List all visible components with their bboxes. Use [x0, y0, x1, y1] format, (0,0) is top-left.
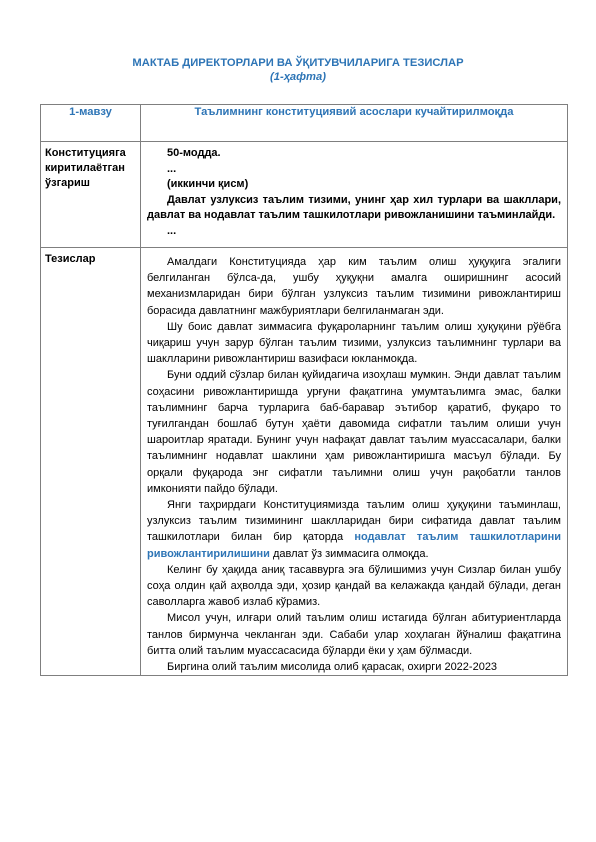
change-label-line: Конституцияга — [45, 147, 126, 159]
thesis-text: Янги таҳрирдаги Конституциямизда таълим олиш ҳуқуқини таъминлаш, узлуксиз таълим тизимининг шаклларидан бири сифатида давлат таълим ташкилотлари билан бир қаторда — [147, 499, 561, 544]
document-header — [0, 56, 596, 85]
article-text: Давлат узлуксиз таълим тизими, унинг ҳар хил турлари ва шакллари, давлат ва нодавлат таълим ташкилотлари ривожланишини таъминлайди. — [147, 193, 561, 221]
thesis-paragraph: Шу боис давлат зиммасига фуқароларнинг таълим олиш ҳуқуқини рўёбга чиқариш учун зарур бўлган таълим тизими, узлуксиз таълимнинг турлари ва шаклларини ривожлантириш вазифаси юкланмоқда. — [147, 320, 561, 366]
thesis-paragraph: Биргина олий таълим мисолида олиб қарасак, охирги 2022-2023 — [167, 661, 498, 674]
thesis-paragraph: Амалдаги Конституцияда ҳар ким таълим олиш ҳуқуқига эгалиги белгиланган бўлса-да, ушбу ҳуқуқни амалга оширишнинг асосий механизмларидан бири бўлган узлуксиз таълим тизимини ривожлантириш борасида давлатнинг мажбуриятлари белгиланмаган эди. — [147, 256, 561, 317]
change-label-line: ўзгариш — [45, 177, 90, 189]
topic-title: Таълимнинг конституциявий асослари кучайтирилмоқда — [141, 105, 568, 142]
change-content — [141, 142, 568, 248]
document-title: МАКТАБ ДИРЕКТОРЛАРИ ВА ЎҚИТУВЧИЛАРИГА ТЕЗИСЛАР — [132, 57, 464, 69]
thesis-paragraph — [147, 497, 561, 562]
thesis-paragraph: Буни оддий сўзлар билан қуйидагича изоҳлаш мумкин. Энди давлат таълим соҳасини ривожлантиришда урғуни фақатгина умумтаълимга эмас, балки таълимнинг барча турларига баб-баравар эътибор қаратиб, фуқаро то туғилгандан бошлаб бутун ҳаёти давомида сифатли таълим олиши учун шароитлар яратади. Бунинг учун нафақат давлат таълим муассасалари, балки таълимнинг нодавлат шаклини ҳам ривожлантиришга масъул бўлади. Бу орқали фуқарода энг сифатли таълимни олиш учун рақобатли танлов имконияти пайдо бўлади. — [147, 369, 561, 495]
ellipsis: ... — [167, 162, 177, 175]
highlighted-text: нодавлат таълим ташкилотларини ривожлантирилишини — [147, 531, 561, 560]
ellipsis: ... — [167, 224, 177, 237]
topic-row — [41, 105, 568, 142]
theses-content — [141, 248, 568, 676]
topic-label: 1-мавзу — [41, 105, 141, 142]
theses-row — [41, 248, 568, 676]
thesis-text: давлат ўз зиммасига олмоқда. — [269, 547, 429, 560]
article-number: 50-модда. — [167, 147, 221, 159]
document-subtitle: (1-ҳафта) — [270, 71, 326, 83]
thesis-paragraph: Мисол учун, илғари олий таълим олиш истагида бўлган абитуриентларда танлов бирмунча чекланган эди. Сабаби улар хоҳлаган йўналиш фақатгина битта олий таълим муассасасида бўларди ёки у ҳам бўлмасди. — [147, 612, 561, 657]
change-label — [41, 142, 141, 248]
change-label-line: киритилаётган — [45, 162, 125, 174]
article-part: (иккинчи қисм) — [167, 178, 249, 190]
theses-label: Тезислар — [41, 248, 141, 676]
theses-table — [40, 104, 568, 676]
thesis-paragraph: Келинг бу ҳақида аниқ тасаввурга эга бўлишимиз учун Сизлар билан ушбу соҳа олдин қай аҳволда эди, ҳозир қандай ва келажакда қандай бўлади, деган саволларга жавоб излаб кўрамиз. — [147, 563, 561, 609]
change-row — [41, 142, 568, 248]
